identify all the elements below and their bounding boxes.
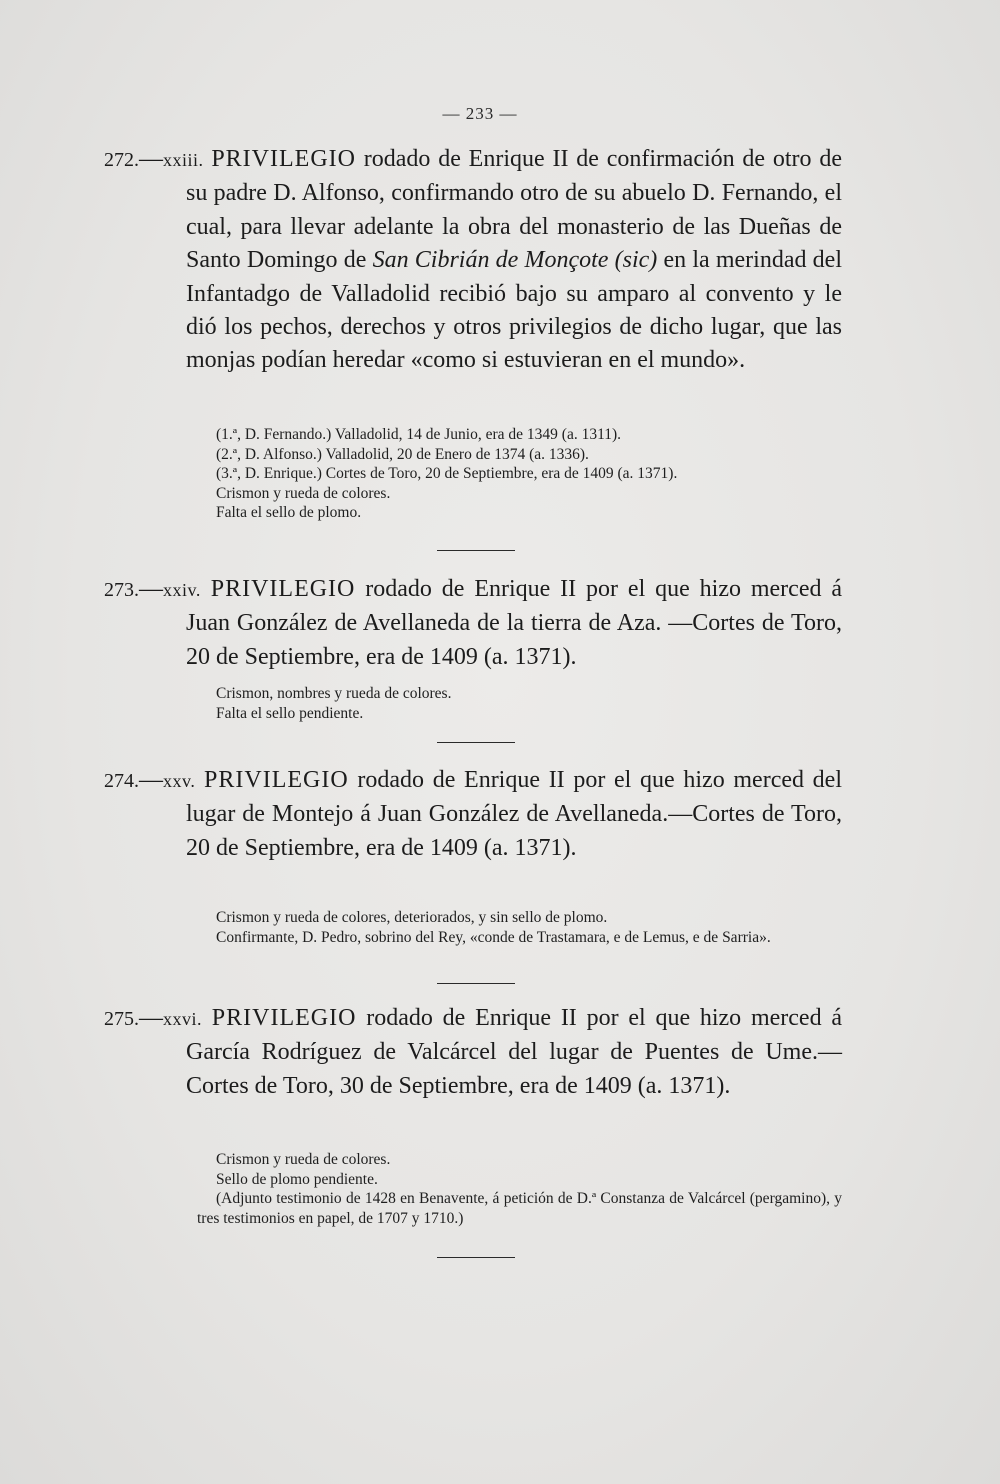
entry-notes [216,425,842,523]
note-line: (1.ª, D. Fernando.) Valladolid, 14 de Junio, era de 1349 (a. 1311). [216,426,622,443]
entry-heading: 275.—xxvi. PRIVILEGIO rodado de Enrique II por el que hizo merced á García Rodríguez de Valcárcel del lugar de Puentes de Ume.—Cortes de Toro, 30 de Septiembre, era de 1409 (a. 1371). [104,1005,843,1099]
note-line: Crismon y rueda de colores, deteriorados, y sin sello de plomo. [216,909,608,926]
note-line: Crismon, nombres y rueda de colores. [216,685,452,702]
entry-keyword: PRIVILEGIO [211,1005,357,1031]
entry-notes [197,1150,842,1228]
entry-heading: 274.—xxv. PRIVILEGIO rodado de Enrique II por el que hizo merced del lugar de Montejo á Juan González de Avellaneda.—Cortes de Toro, 20 de Septiembre, era de 1409 (a. 1371). [104,767,842,861]
entry-roman-numeral: xxiii. [163,150,204,170]
separator-rule [437,1257,515,1258]
entry-italic-place: San Cibrián de Monçote (sic) [372,247,658,274]
note-line: (2.ª, D. Alfonso.) Valladolid, 20 de Enero de 1374 (a. 1336). [216,445,589,463]
entry-number: 275. [104,1008,139,1030]
entry-text: rodado de Enrique II por el que hizo merced del lugar de Montejo á Juan González de Avellaneda.—Cortes de Toro, 20 de Septiembre, era de 1409 (a. 1371). [186,767,842,861]
note-line: Crismon y rueda de colores. [216,484,391,502]
note-line: (Adjunto testimonio de 1428 en Benavente, á petición de D.ª Constanza de Valcárcel (pergamino), y tres testimonios en papel, de 1707 y 1710.) [197,1190,842,1227]
entry-text-continued: en la merindad del Infantadgo de Valladolid recibió bajo su amparo al convento y le dió los pechos, derechos y otros privilegios de dicho lugar, que las monjas podían heredar «como si estuvieran en el mundo». [186,247,842,374]
entry-text: rodado de Enrique II de confirmación de otro de su padre D. Alfonso, confirmando otro de su abuelo D. Fernando, el cual, para llevar adelante la obra del monasterio de las Dueñas de Santo Domingo de [186,146,843,274]
entry-heading: 272.—xxiii. PRIVILEGIO rodado de Enrique II de confirmación de otro de su padre D. Alfonso, confirmando otro de su abuelo D. Fernando, el cual, para llevar adelante la obra del monasterio de las Dueñas de Santo Domingo de San Cibrián de Monçote (sic) en la merindad del Infantadgo de Valladolid recibió bajo su amparo al convento y le dió los pechos, derechos y otros privilegios de dicho lugar, que las monjas podían heredar «como si estuvieran en el mundo». [104,146,843,374]
entry-notes [216,908,842,947]
entry-number: 273. [104,579,139,601]
entry-roman-numeral: xxiv. [163,580,201,600]
separator-rule [437,742,515,743]
entry-keyword: PRIVILEGIO [211,146,356,172]
note-line: Falta el sello de plomo. [216,504,362,521]
entry-keyword: PRIVILEGIO [210,576,356,602]
entry-heading: 273.—xxiv. PRIVILEGIO rodado de Enrique II por el que hizo merced á Juan González de Avellaneda de la tierra de Aza. —Cortes de Toro, 20 de Septiembre, era de 1409 (a. 1371). [104,576,843,670]
entry-notes [216,684,842,723]
entry-roman-numeral: xxvi. [163,1009,203,1029]
entry-text: rodado de Enrique II por el que hizo merced á García Rodríguez de Valcárcel del lugar de Puentes de Ume.—Cortes de Toro, 30 de Septiembre, era de 1409 (a. 1371). [186,1005,843,1099]
entry-roman-numeral: xxv. [163,771,196,791]
separator-rule [437,983,515,984]
note-line: Confirmante, D. Pedro, sobrino del Rey, «conde de Trastamara, e de Lemus, e de Sarria». [216,928,771,946]
entry-keyword: PRIVILEGIO [204,767,349,793]
entry-number: 274. [104,770,139,792]
note-line: (3.ª, D. Enrique.) Cortes de Toro, 20 de Septiembre, era de 1409 (a. 1371). [216,465,678,482]
entry-number: 272. [104,149,139,171]
separator-rule [437,550,515,551]
note-line: Falta el sello pendiente. [216,704,364,722]
page-number: — 233 — [442,104,518,123]
note-line: Sello de plomo pendiente. [216,1170,378,1188]
entry-text: rodado de Enrique II por el que hizo merced á Juan González de Avellaneda de la tierra de Aza. —Cortes de Toro, 20 de Septiembre, era de 1409 (a. 1371). [186,576,843,670]
note-line: Crismon y rueda de colores. [216,1151,391,1168]
